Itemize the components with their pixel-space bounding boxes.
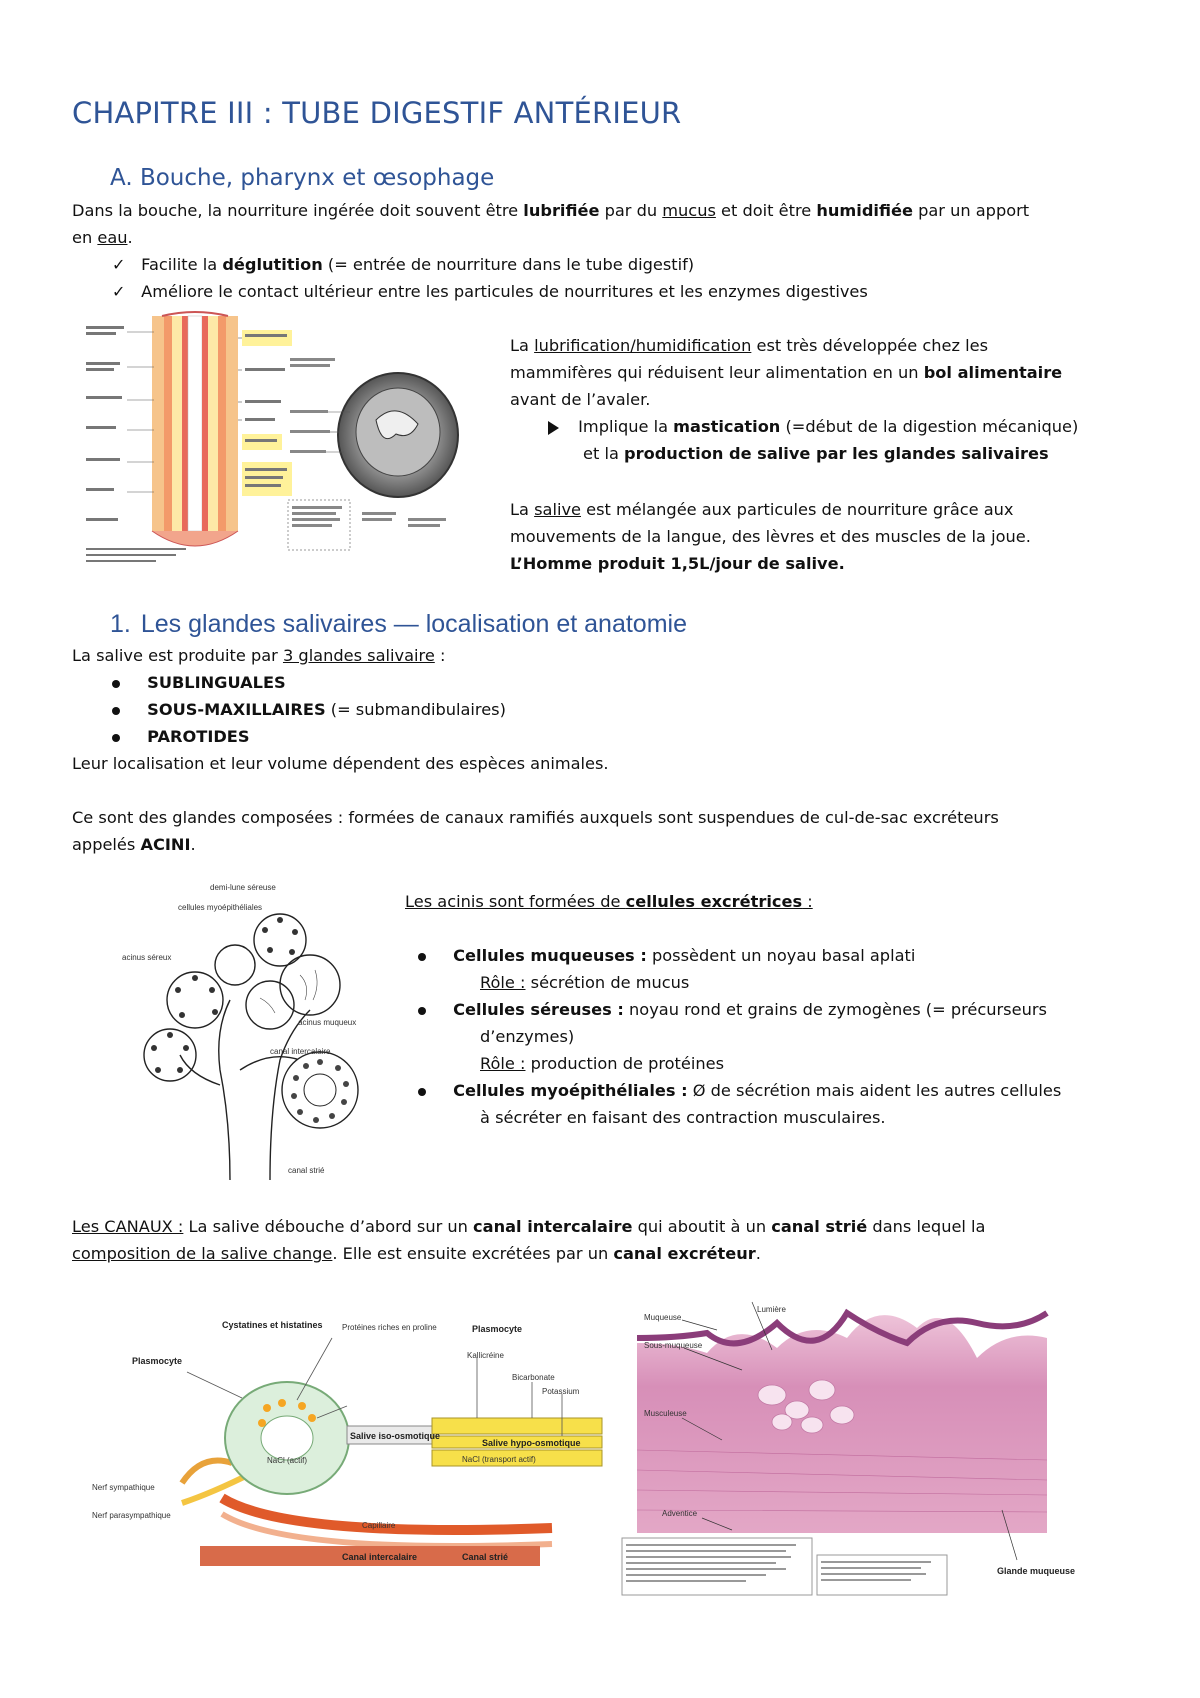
bullet-icon [112,734,120,742]
histo-label-sous-muqueuse: Sous-muqueuse [644,1341,703,1350]
sal-label-capillaire: Capillaire [362,1521,396,1530]
lubrification-line-1: La lubrification/humidification est très développée chez les [510,336,988,355]
arrow-item-mastication: Implique la mastication (=début de la digestion mécanique) [548,414,1078,440]
acinus-label-strie: canal strié [288,1166,325,1175]
bullet-icon [112,680,120,688]
lubrification-line-3: avant de l’avaler. [510,390,651,409]
acinis-heading: Les acinis sont formées de cellules excrétrices : [405,892,813,911]
check-item-contact: ✓ Améliore le contact ultérieur entre les particules de nourritures et les enzymes digestives [112,279,868,305]
salive-line-2: mouvements de la langue, des lèvres et des muscles de la joue. [510,527,1031,546]
acinus-label-myo: cellules myoépithéliales [178,903,263,912]
checkmark-icon: ✓ [112,282,126,301]
histo-label-glande: Glande muqueuse [997,1566,1076,1576]
cell-item-myo: Cellules myoépithéliales : Ø de sécrétion mais aident les autres cellules [448,1078,1061,1104]
sal-label-nacl-actif: NaCl (actif) [267,1456,308,1465]
bullet-icon [418,1007,426,1015]
canaux-line-2: composition de la salive change. Elle est ensuite excrétées par un canal excréteur. [72,1244,761,1263]
cell-item-muqueuses: Cellules muqueuses : possèdent un noyau basal aplati [448,943,915,969]
checkmark-icon: ✓ [112,255,126,274]
bullet-icon [418,1088,426,1096]
gland-item: SUBLINGUALES [112,670,286,696]
cell-role-sereuses: Rôle : production de protéines [480,1054,725,1073]
histo-label-lumiere: Lumière [757,1305,786,1314]
gland-item: SOUS-MAXILLAIRES (= submandibulaires) [112,697,506,723]
sal-label-parasympathique: Nerf parasympathique [92,1511,171,1520]
sal-label-canal-strie: Canal strié [462,1552,509,1562]
histo-label-adventice: Adventice [662,1509,698,1518]
acinus-label-demi-lune: demi-lune séreuse [210,883,276,892]
intro-line-2: en eau. [72,228,133,247]
check-item-deglutition: ✓ Facilite la déglutition (= entrée de nourriture dans le tube digestif) [112,252,694,278]
arrow-bullet-icon [548,421,559,435]
arrow-item-salive: et la production de salive par les glandes salivaires [583,444,1049,463]
cell-role-muqueuses: Rôle : sécrétion de mucus [480,973,690,992]
salivary-secretion-diagram [92,1318,612,1568]
canaux-line-1: Les CANAUX : La salive débouche d’abord sur un canal intercalaire qui aboutit à un canal strié dans lequel la [72,1217,986,1236]
intro-line-1: Dans la bouche, la nourriture ingérée doit souvent être lubrifiée par du mucus et doit être humidifiée par un apport [72,201,1030,220]
sal-label-bicarbonate: Bicarbonate [512,1373,555,1382]
sal-label-kallicreine: Kallicréine [467,1351,504,1360]
gland-item: PAROTIDES [112,724,250,750]
sal-label-cystatines: Cystatines et histatines [222,1320,323,1330]
histology-micrograph [622,1290,1076,1595]
salive-line-3: L’Homme produit 1,5L/jour de salive. [510,554,845,573]
sal-label-plasmocyte-right: Plasmocyte [472,1324,523,1334]
histo-label-musculeuse: Musculeuse [644,1409,687,1418]
esophagus-wall-diagram [82,312,322,572]
cell-item-myo-cont: à sécréter en faisant des contraction musculaires. [480,1108,886,1127]
histo-label-muqueuse: Muqueuse [644,1313,682,1322]
acinus-label-intercalaire: canal intercalaire [270,1047,331,1056]
sal-label-potassium: Potassium [542,1387,580,1396]
sal-label-nacl-transport: NaCl (transport actif) [462,1455,536,1464]
bullet-icon [418,953,426,961]
composees-line-2: appelés ACINI. [72,835,196,854]
esophagus-cross-section [288,350,463,560]
section-1-heading: 1. Les glandes salivaires — localisation et anatomie [110,610,687,638]
cell-item-sereuses-cont: d’enzymes) [480,1027,575,1046]
sal-label-canal-intercalaire: Canal intercalaire [342,1552,418,1562]
acinus-label-muqueux: acinus muqueux [298,1018,357,1027]
sal-label-plasmocyte-left: Plasmocyte [132,1356,183,1366]
sal-label-proline: Protéines riches en proline [342,1323,437,1332]
composees-line-1: Ce sont des glandes composées : formées de canaux ramifiés auxquels sont suspendues de cul-de-sac excréteurs [72,808,999,827]
sal-label-hypo: Salive hypo-osmotique [482,1438,581,1448]
page-title: CHAPITRE III : TUBE DIGESTIF ANTÉRIEUR [72,96,682,130]
lubrification-line-2: mammifères qui réduisent leur alimentation en un bol alimentaire [510,363,1063,382]
salive-line-1: La salive est mélangée aux particules de nourriture grâce aux [510,500,1014,519]
salive-produced: La salive est produite par 3 glandes salivaire : [72,646,446,665]
localisation-text: Leur localisation et leur volume dépendent des espèces animales. [72,754,609,773]
sal-label-iso: Salive iso-osmotique [350,1431,441,1441]
bullet-icon [112,707,120,715]
sal-label-sympathique: Nerf sympathique [92,1483,155,1492]
acinus-illustration [120,880,370,1180]
cell-item-sereuses: Cellules séreuses : noyau rond et grains de zymogènes (= précurseurs [448,997,1047,1023]
section-a-heading: A. Bouche, pharynx et œsophage [110,165,495,191]
acinus-label-sereux: acinus séreux [122,953,172,962]
